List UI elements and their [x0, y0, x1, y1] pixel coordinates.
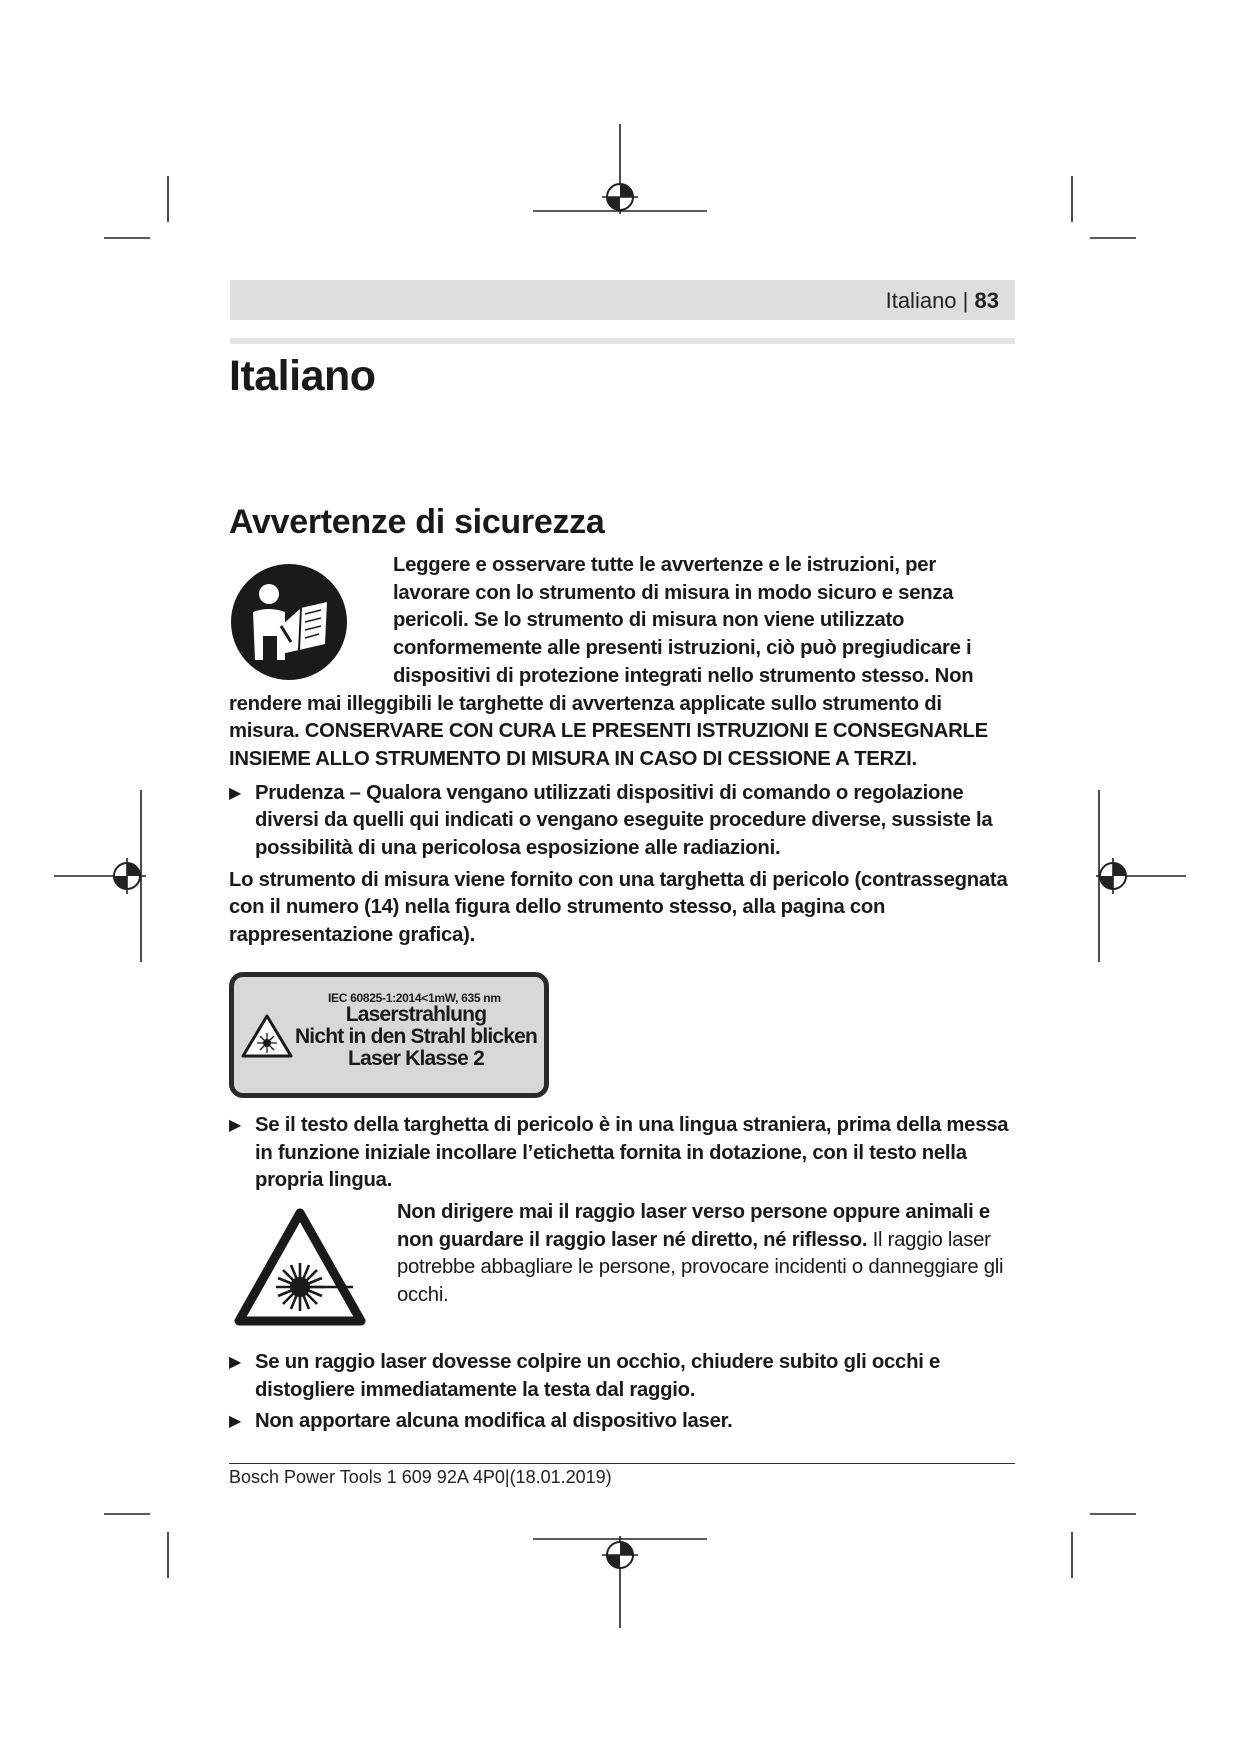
laser-warning-icon: [233, 1207, 367, 1329]
bullet-arrow-icon: ▶: [229, 1116, 242, 1134]
section-title: Italiano: [229, 352, 376, 400]
label-standard: IEC 60825-1:2014<1mW, 635 nm: [328, 990, 501, 1005]
footer-divider: [229, 1463, 1015, 1464]
read-manual-icon: [229, 562, 349, 682]
label-laser-triangle-icon: [240, 1013, 294, 1059]
bullet-no-modify: [229, 1408, 1014, 1436]
laser-warning-normal: Il raggio laser potrebbe abbagliare le persone, provocare incidenti o danneggiare gli occhi.: [397, 1228, 1004, 1307]
bullet-caution: [229, 780, 1014, 863]
bullet-arrow-icon: ▶: [229, 1353, 242, 1371]
registration-target-top: [602, 184, 638, 210]
laser-warning-label: [229, 972, 549, 1098]
header-separator: |: [962, 288, 969, 313]
label-line-2: Nicht in den Strahl blicken: [294, 1024, 538, 1048]
header-language: Italiano: [885, 288, 957, 313]
subsection-title: Avvertenze di sicurezza: [229, 503, 605, 541]
bullet-foreign-language: [229, 1112, 1014, 1195]
bullet-arrow-icon: ▶: [229, 1413, 242, 1431]
bullet-no-modify-text: Non apportare alcuna modifica al dispositivo laser.: [255, 1410, 733, 1433]
page-footer: [229, 1467, 612, 1488]
bullet-arrow-icon: ▶: [229, 784, 242, 802]
bullet-caution-text: Prudenza – Qualora vengano utilizzati dispositivi di comando o regolazione diversi da quelli qui indicati o vengano eseguite procedure diverse, sussiste la possibilità di una pericolosa esposizione alle radiazioni.: [255, 781, 993, 860]
label-line-1: Laserstrahlung: [345, 1002, 487, 1026]
laser-warning-block: [229, 1199, 1014, 1339]
page-number: 83: [974, 288, 999, 313]
footer-publisher: Bosch Power Tools: [229, 1467, 382, 1487]
registration-target-bottom: [602, 1542, 638, 1568]
laser-warning-bold: Non dirigere mai il raggio laser verso persone oppure animali e non guardare il raggio laser né diretto, né riflesso.: [397, 1200, 990, 1251]
footer-separator: |: [504, 1467, 510, 1487]
label-line-3: Laser Klasse 2: [348, 1046, 484, 1070]
intro-paragraph: [229, 552, 1014, 774]
intro-text: Leggere e osservare tutte le avvertenze e le istruzioni, per lavorare con lo strumento di misura in modo sicuro e senza pericoli. Se lo strumento di misura non viene utilizzato conformemente alle presenti istruzioni, ciò può pregiudicare i dispositivi di protezione integrati nello strumento stesso. Non rendere mai illeggibili le targhette di avvertenza applicate sullo strumento di misura. CONSERVARE CON CURA LE PRESENTI ISTRUZIONI E CONSEGNARLE INSIEME ALLO STRUMENTO DI MISURA IN CASO DI CESSIONE A TERZI.: [229, 554, 988, 770]
registration-target-right: [1100, 858, 1126, 894]
footer-doc-number: 1 609 92A 4P0: [386, 1467, 505, 1487]
registration-target-left: [114, 858, 140, 894]
page-header: [230, 280, 1015, 320]
footer-date: (18.01.2019): [509, 1467, 612, 1487]
bullet-eye-text: Se un raggio laser dovesse colpire un occhio, chiudere subito gli occhi e distogliere immediatamente la testa dal raggio.: [255, 1350, 941, 1401]
bullet-foreign-language-text: Se il testo della targhetta di pericolo è in una lingua straniera, prima della messa in funzione iniziale incollare l’etichetta fornita in dotazione, con il testo nella propria lingua.: [255, 1113, 1009, 1192]
page-header-text: [886, 288, 999, 314]
page-body: [229, 552, 1014, 1436]
label-paragraph: Lo strumento di misura viene fornito con una targhetta di pericolo (contrassegnata con il numero (14) nella figura dello strumento stesso, alla pagina con rappresentazione grafica).: [229, 868, 1008, 947]
header-divider: [230, 338, 1015, 344]
bullet-eye: [229, 1349, 1014, 1404]
